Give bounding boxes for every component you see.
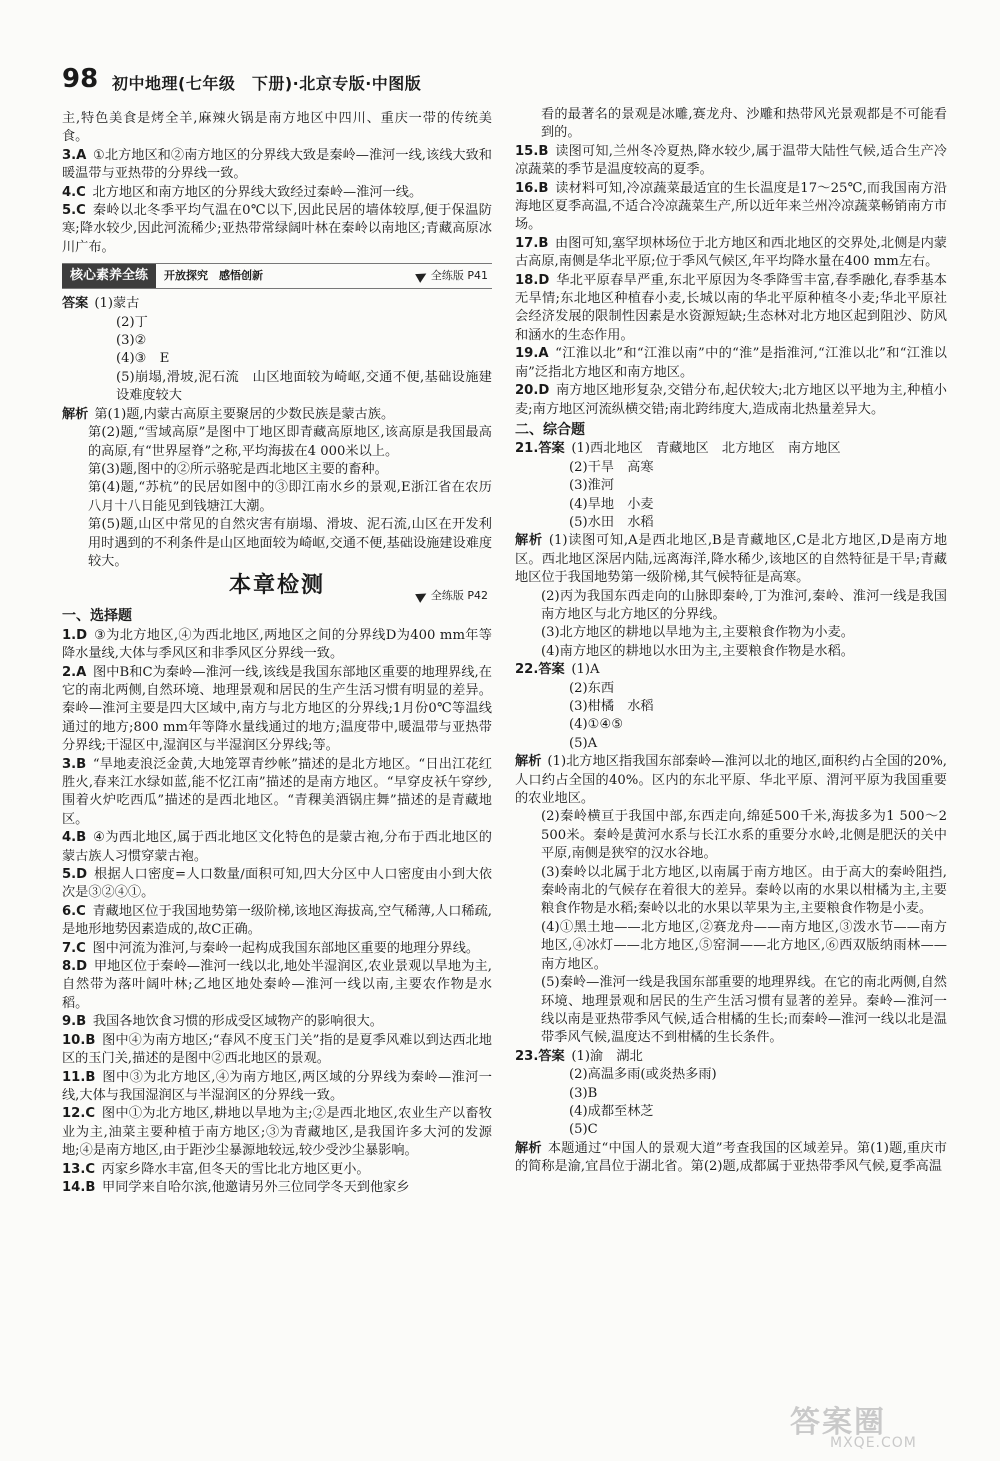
question-item bbox=[62, 940, 492, 958]
item-number: 12.C bbox=[62, 1106, 96, 1122]
item-number: 10.B bbox=[62, 1032, 96, 1048]
analysis-line: 解析 (1)读图可知,A是西北地区,B是青藏地区,C是北方地区,D是南方地区。西北地区深居内陆,远离海洋,降水稀少,该地区的自然特征是干旱;青藏地区位于我国地势第一级阶梯,其气候特征是高寒。 bbox=[515, 533, 948, 586]
item-number: 5.D bbox=[62, 867, 88, 883]
core-literacy-banner bbox=[62, 263, 492, 289]
answer-line: (3)② bbox=[116, 333, 147, 349]
answer-line: (3)淮河 bbox=[569, 478, 615, 494]
item-text: 图中④为南方地区;“春风不度玉门关”指的是夏季风难以到达西北地区的玉门关,描述的是图中②西北地区的景观。 bbox=[62, 1032, 492, 1067]
item-text: ③为北方地区,④为西北地区,两地区之间的分界线D为400 mm年等降水量线,大体与季风区和非季风区分界线一致。 bbox=[62, 627, 492, 662]
analysis-line: (3)秦岭以北属于北方地区,以南属于南方地区。由于高大的秦岭阻挡,秦岭南北的气候存在着很大的差异。秦岭以南的水果以柑橘为主,主要粮食作物是水稻;秦岭以北的水果以苹果为主,主要粮食作物是小麦。 bbox=[541, 864, 947, 917]
analysis-line: (4)南方地区的耕地以水田为主,主要粮食作物是水稻。 bbox=[541, 643, 854, 659]
chapter-ref: 全练版 P42 bbox=[417, 587, 488, 605]
item-number: 23.答案 bbox=[515, 1048, 565, 1064]
question-item bbox=[62, 1032, 492, 1069]
question-item bbox=[515, 143, 947, 180]
item-text: 图中河流为淮河,与秦岭一起构成我国东部地区重要的地理分界线。 bbox=[85, 940, 480, 956]
item-text: 丙家乡降水丰富,但冬天的雪比北方地区更小。 bbox=[95, 1161, 370, 1177]
item-number: 3.B bbox=[62, 756, 87, 772]
analysis-line: (3)北方地区的耕地以旱地为主,主要粮食作物为小麦。 bbox=[541, 625, 854, 641]
question-item bbox=[62, 147, 492, 184]
question-item bbox=[62, 627, 492, 664]
answer-line: (4)①④⑤ bbox=[569, 717, 624, 733]
question-item bbox=[62, 903, 492, 940]
question-item bbox=[62, 829, 492, 866]
answer-line: (5)A bbox=[569, 735, 598, 751]
item-number: 17.B bbox=[515, 235, 549, 251]
item-text: 我国各地饮食习惯的形成受区域物产的影响很大。 bbox=[86, 1014, 383, 1030]
item-text: 北方地区和南方地区的分界线大致经过秦岭—淮河一线。 bbox=[85, 184, 423, 200]
item-number: 20.D bbox=[515, 383, 550, 399]
choice-items-continued bbox=[515, 143, 947, 419]
banner-subtitle: 开放探究 感悟创新 bbox=[164, 269, 264, 283]
page-number: 98 bbox=[62, 64, 99, 94]
analysis-line: 第(2)题,“雪域高原”是图中丁地区即青藏高原地区,该高原是我国最高的高原,有“世界屋脊”之称,平均海拔在4 000米以上。 bbox=[88, 425, 492, 459]
item-text: 南方地区地形复杂,交错分布,起伏较大;北方地区以平地为主,种植小麦;南方地区河流纵横交错;南北跨纬度大,造成南北热量差异大。 bbox=[515, 383, 947, 417]
analysis-line: 第(5)题,山区中常见的自然灾害有崩塌、滑坡、泥石流,山区在开发利用时遇到的不利条件是山区地面较为崎岖,交通不便,基础设施建设难度较大。 bbox=[88, 517, 493, 569]
answer-line: (5)C bbox=[569, 1122, 598, 1138]
item-number: 8.D bbox=[62, 959, 88, 975]
arrow-icon bbox=[415, 269, 429, 283]
answer-line: (4)③ E bbox=[116, 351, 170, 367]
item-number: 1.D bbox=[62, 627, 88, 643]
answer-line bbox=[515, 1048, 947, 1066]
item-text: (1)A bbox=[564, 662, 600, 678]
question-item bbox=[515, 345, 947, 382]
question-item bbox=[62, 1179, 492, 1197]
item-text: 图中③为北方地区,④为南方地区,两区域的分界线为秦岭—淮河一线,大体与我国湿润区与半湿润区的分界线一致。 bbox=[62, 1069, 492, 1103]
banner-ref: 全练版 P41 bbox=[417, 267, 488, 285]
item-number: 9.B bbox=[62, 1014, 87, 1030]
item-number: 13.C bbox=[62, 1161, 96, 1177]
item-text: 读图可知,兰州冬冷夏热,降水较少,属于温带大陆性气候,适合生产冷凉蔬菜的季节是温度较高的夏季。 bbox=[515, 143, 947, 178]
analysis-line: (2)丙为我国东西走向的山脉即秦岭,丁为淮河,秦岭、淮河一线是我国南方地区与北方地区的分界线。 bbox=[541, 588, 947, 622]
item-text: (1)西北地区 青藏地区 北方地区 南方地区 bbox=[564, 441, 841, 457]
analysis-line: 解析 本题通过“中国人的景观大道”考查我国的区域差异。第(1)题,重庆市的简称是渝,宜昌位于湖北省。第(2)题,成都属于亚热带季风气候,夏季高温 bbox=[515, 1140, 947, 1175]
pre-items bbox=[62, 147, 492, 257]
answer-line: (5)崩塌,滑坡,泥石流 山区地面较为崎岖,交通不便,基础设施建设难度较大 bbox=[116, 369, 492, 404]
item-number: 7.C bbox=[62, 940, 86, 956]
item-text: 读材料可知,冷凉蔬菜最适宜的生长温度是17～25℃,而我国南方沿海地区夏季高温,不适合冷凉蔬菜生产,所以近年来兰州冷凉蔬菜畅销南方市场。 bbox=[515, 180, 947, 233]
item-number: 15.B bbox=[515, 143, 549, 159]
item-number: 5.C bbox=[62, 203, 86, 219]
question-21 bbox=[515, 440, 947, 661]
analysis-label: 解析 bbox=[62, 406, 89, 422]
right-column bbox=[515, 106, 947, 1177]
banner-title: 核心素养全练 bbox=[62, 264, 156, 288]
answer-line: (4)旱地 小麦 bbox=[569, 496, 654, 512]
item-number: 6.C bbox=[62, 903, 86, 919]
choice-items bbox=[62, 627, 492, 1198]
page-header bbox=[62, 64, 940, 104]
item-text: 图中B和C为秦岭—淮河一线,该线是我国东部地区重要的地理界线,在它的南北两侧,自然环境、地理景观和居民的生产生活习惯有明显的差异。秦岭—淮河主要是四大区域中,南方与北方地区的分界线;1月份0℃等温线通过的地方;800 mm年等降水量线通过的地方;温度带中,暖温带与亚热带分界线;干湿区中,湿润区与半湿润区分界线;等。 bbox=[62, 664, 492, 754]
analysis-label: 解析 bbox=[515, 754, 542, 770]
answer-label: 答案 bbox=[62, 296, 89, 312]
analysis-label: 解析 bbox=[515, 533, 543, 549]
item-text: 甲地区位于秦岭—淮河一线以北,地处半湿润区,农业景观以旱地为主,自然带为落叶阔叶林;乙地区地处秦岭—淮河一线以南,主要农作物是水稻。 bbox=[62, 959, 492, 1011]
question-item bbox=[62, 958, 492, 1013]
analysis-line: (4)①黑土地——北方地区,②赛龙舟——南方地区,③泼水节——南方地区,④冰灯——北方地区,⑤窑洞——北方地区,⑥西双版纳雨林——南方地区。 bbox=[541, 919, 947, 972]
item-number: 4.C bbox=[62, 184, 86, 200]
item-text: 华北平原春旱严重,东北平原因为冬季降雪丰富,春季融化,春季基本无旱情;东北地区种植春小麦,长城以南的华北平原种植冬小麦;华北平原社会经济发展的限制性因素是水资源短缺;生态林对北方地区起到阻沙、防风和涵水的生态作用。 bbox=[515, 272, 947, 343]
analysis-line: 解析 (1)北方地区指我国东部秦岭—淮河以北的地区,面积约占全国的20%,人口约占全国的40%。区内的东北平原、华北平原、渭河平原为我国重要的农业地区。 bbox=[515, 754, 948, 807]
answer-line: (2)丁 bbox=[116, 314, 148, 330]
answer-line: (2)高温多雨(或炎热多雨) bbox=[569, 1067, 717, 1083]
left-column bbox=[62, 110, 492, 1197]
item-number: 16.B bbox=[515, 180, 549, 196]
question-item bbox=[62, 1161, 492, 1179]
question-item bbox=[62, 756, 492, 830]
analysis-line: 第(3)题,图中的②所示骆驼是西北地区主要的畜种。 bbox=[88, 461, 388, 477]
item-text: ①北方地区和②南方地区的分界线大致是秦岭—淮河一线,该线大致和暖温带与亚热带的分界线一致。 bbox=[62, 147, 492, 182]
item-text: 图中①为北方地区,耕地以旱地为主;②是西北地区,农业生产以畜牧业为主,油菜主要种植于南方地区;③为青藏地区,是我国许多大河的发源地;④是南方地区,由于距沙尘暴源地较远,较少受沙尘暴影响。 bbox=[62, 1106, 492, 1159]
item-text: 甲同学来自哈尔滨,他邀请另外三位同学冬天到他家乡 bbox=[95, 1179, 410, 1195]
item-number: 18.D bbox=[515, 272, 550, 288]
answer-line: (4)成都至林芝 bbox=[569, 1103, 654, 1119]
answer-line: (2)干旱 高寒 bbox=[569, 459, 654, 475]
item-text: 根据人口密度=人口数量/面积可知,四大分区中人口密度由小到大依次是③②④①。 bbox=[62, 867, 492, 901]
item-number: 11.B bbox=[62, 1069, 96, 1085]
continued-text: 主,特色美食是烤全羊,麻辣火锅是南方地区中四川、重庆一带的传统美食。 bbox=[62, 111, 492, 145]
analysis-line: 第(4)题,“苏杭”的民居如图中的③即江南水乡的景观,E浙江省在农历八月十八日能见到钱塘江大潮。 bbox=[88, 480, 492, 514]
continued-text: 看的最著名的景观是冰雕,赛龙舟、沙雕和热带风光景观都是不可能看到的。 bbox=[541, 107, 947, 141]
item-number: 21.答案 bbox=[515, 441, 565, 457]
item-text: “江淮以北”和“江淮以南”中的“淮”是指淮河,“江淮以北”和“江淮以南”泛指北方地区和南方地区。 bbox=[515, 346, 947, 380]
answer-line: (3)B bbox=[569, 1085, 598, 1101]
question-item bbox=[62, 184, 492, 202]
question-item bbox=[62, 866, 492, 903]
section-heading: 一、选择题 bbox=[62, 608, 132, 625]
answer-line: (3)柑橘 水稻 bbox=[569, 699, 654, 714]
question-item bbox=[62, 202, 492, 257]
watermark: 答案圈 MXQE.COM bbox=[790, 1405, 917, 1451]
chapter-test-heading bbox=[62, 573, 492, 605]
question-item bbox=[515, 180, 947, 235]
arrow-icon bbox=[415, 590, 429, 604]
item-number: 14.B bbox=[62, 1179, 96, 1195]
question-22 bbox=[515, 661, 947, 1048]
answer-line bbox=[515, 661, 947, 679]
chapter-title: 本章检测 bbox=[228, 573, 325, 599]
item-number: 19.A bbox=[515, 346, 549, 362]
question-item bbox=[515, 272, 947, 346]
core-answers: 答案 (1)蒙古 (2)丁 (3)② (4)③ E (5)崩塌,滑坡,泥石流 山区地面较为崎岖,交通不便,基础设施建设难度较大 解析 第(1)题,内蒙古高原主要聚居的少数民族是蒙古族。 第(2)题,“雪域高原”是图中丁地区即青藏高原地区,该高原是我国最高的高原,有“世界屋脊”之称,平均海拔在4 000米以上。 第(3)题,图中的②所示骆驼是西北地区主要的畜种。 第(4)题,“苏杭”的民居如图中的③即江南水乡的景观,E浙江省在农历八月十八日能见到钱塘江大潮。 第(5)题,山区中常见的自然灾害有崩塌、滑坡、泥石流,山区在开发利用时遇到的不利条件是山区地面较为崎岖,交通不便,基础设施建设难度较大。 bbox=[62, 295, 492, 571]
item-text: 青藏地区位于我国地势第一级阶梯,该地区海拔高,空气稀薄,人口稀疏,是地形地势因素造成的,故C正确。 bbox=[62, 903, 492, 938]
item-number: 3.A bbox=[62, 147, 87, 163]
question-item bbox=[515, 382, 947, 419]
item-text: 由图可知,塞罕坝林场位于北方地区和西北地区的交界处,北侧是内蒙古高原,南侧是华北平原;位于季风气候区,年平均降水量在400 mm左右。 bbox=[515, 235, 947, 270]
section-heading: 二、综合题 bbox=[515, 421, 585, 438]
item-text: “旱地麦浪泛金黄,大地笼罩青纱帐”描述的是北方地区。“日出江花红胜火,春来江水绿如蓝,能不忆江南”描述的是南方地区。“早穿皮袄午穿纱,围着火炉吃西瓜”描述的是西北地区。“青稞美酒锅庄舞”描述的是青藏地区。 bbox=[62, 756, 492, 827]
analysis-line: (5)秦岭—淮河一线是我国东部重要的地理界线。在它的南北两侧,自然环境、地理景观和居民的生产生活习惯有显著的差异。秦岭—淮河一线以南是亚热带季风气候,适合柑橘的生长;而秦岭—淮河一线以北是温带季风气候,温度达不到柑橘的生长条件。 bbox=[541, 975, 947, 1046]
question-item bbox=[62, 1105, 492, 1160]
answer-line bbox=[515, 440, 947, 458]
question-item bbox=[62, 1013, 492, 1031]
question-23 bbox=[515, 1048, 947, 1177]
item-number: 22.答案 bbox=[515, 662, 565, 678]
analysis-label: 解析 bbox=[515, 1140, 542, 1156]
question-item bbox=[515, 235, 947, 272]
item-number: 2.A bbox=[62, 664, 87, 680]
item-number: 4.B bbox=[62, 830, 87, 846]
item-text: 秦岭以北冬季平均气温在0℃以下,因此民居的墙体较厚,便于保温防寒;降水较少,因此河流稀少;亚热带常绿阔叶林在秦岭以南地区;青藏高原冰川广布。 bbox=[62, 203, 492, 255]
item-text: ④为西北地区,属于西北地区文化特色的是蒙古袍,分布于西北地区的蒙古族人习惯穿蒙古袍。 bbox=[62, 830, 492, 864]
answer-line: (2)东西 bbox=[569, 680, 615, 696]
analysis-line: (2)秦岭横亘于我国中部,东西走向,绵延500千米,海拔多为1 500～2 500米。秦岭是黄河水系与长江水系的重要分水岭,北侧是肥沃的关中平原,南侧是狭窄的汉水谷地。 bbox=[541, 809, 947, 862]
item-text: (1)渝 湖北 bbox=[564, 1048, 643, 1064]
answer-line: (5)水田 水稻 bbox=[569, 514, 654, 530]
book-title: 初中地理(七年级 下册)·北京专版·中图版 bbox=[112, 74, 422, 93]
question-item bbox=[62, 664, 492, 756]
question-item bbox=[62, 1069, 492, 1106]
